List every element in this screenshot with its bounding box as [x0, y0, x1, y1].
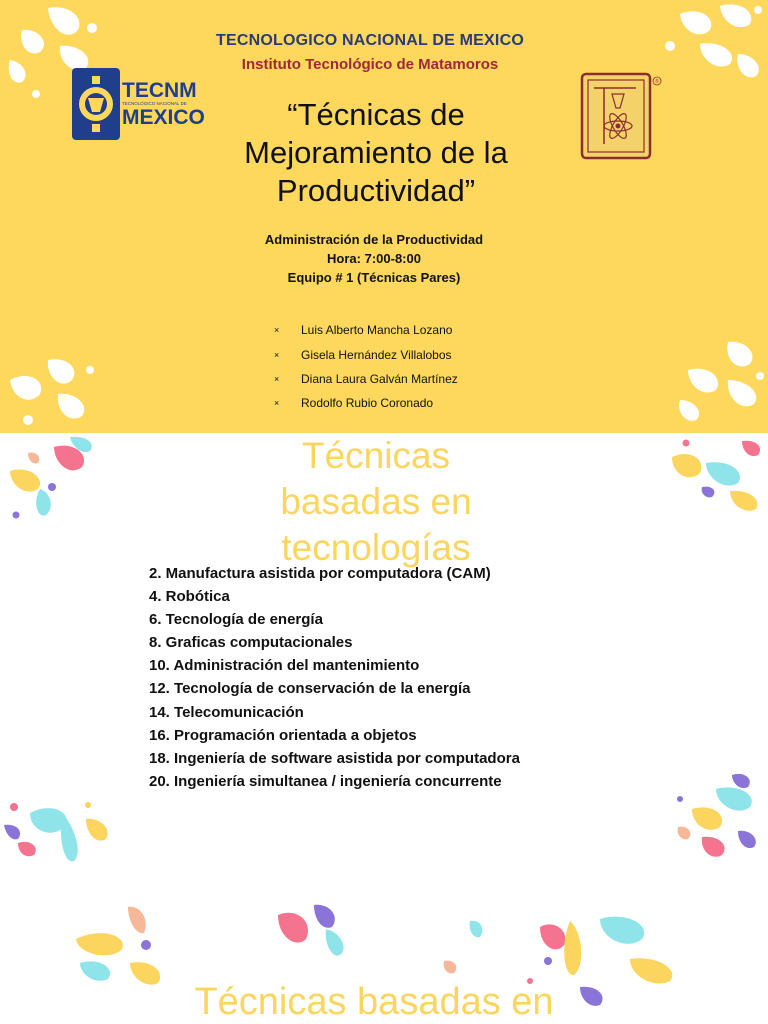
decorative-petals-bottom-right [668, 336, 768, 433]
institution-name: TECNOLOGICO NACIONAL DE MEXICO [216, 32, 524, 49]
list-item: 12. Tecnología de conservación de la energía [149, 680, 471, 698]
decorative-petals-right-top [666, 433, 768, 519]
list-item: 6. Tecnología de energía [149, 611, 323, 629]
course-name: Administración de la Productividad [264, 232, 484, 247]
decorative-petals-bottom-left [0, 340, 110, 433]
member-name: Gisela Hernández Villalobos [301, 347, 452, 362]
section-title-line-2: basadas en [280, 481, 472, 522]
title-slide [0, 0, 768, 433]
bullet-icon: × [274, 325, 280, 336]
atom-seal-icon [580, 72, 662, 160]
list-item: 8. Graficas computacionales [149, 634, 353, 652]
tecnm-logo-mexico: MEXICO [122, 106, 205, 129]
section-title [200, 433, 552, 571]
campus-name: Instituto Tecnológico de Matamoros [241, 56, 499, 73]
section-title-line-3: tecnologías [281, 527, 471, 568]
techniques-list [149, 562, 609, 793]
decorative-petals-right-middle [672, 769, 768, 869]
member-name: Diana Laura Galván Martínez [301, 371, 458, 386]
list-item [274, 367, 574, 391]
techniques-slide [0, 433, 768, 1024]
class-time: Hora: 7:00-8:00 [327, 251, 421, 266]
title-line-1: “Técnicas de [287, 97, 465, 132]
decorative-petals-left-top [0, 433, 110, 533]
list-item [274, 391, 574, 415]
list-item: 18. Ingeniería de software asistida por computadora [149, 749, 520, 767]
list-item [274, 318, 574, 342]
member-name: Luis Alberto Mancha Lozano [301, 323, 453, 338]
list-item [274, 342, 574, 366]
presentation-title [200, 96, 552, 210]
member-name: Rodolfo Rubio Coronado [301, 396, 434, 411]
bullet-icon: × [274, 373, 280, 384]
registered-mark: ® [655, 79, 659, 85]
decorative-petals-bottom-center [270, 899, 360, 969]
decorative-petals-top-right [660, 0, 768, 100]
tecnm-logo [72, 68, 205, 140]
tecnm-logo-subtext: TECNOLÓGICO NACIONAL DE [122, 101, 187, 106]
title-line-2: Mejoramiento de la [244, 135, 508, 170]
team-label: Equipo # 1 (Técnicas Pares) [287, 270, 461, 285]
list-item: 20. Ingeniería simultanea / ingeniería concurrente [149, 772, 502, 790]
team-members-list [274, 318, 574, 416]
list-item: 16. Programación orientada a objetos [149, 726, 417, 744]
gear-emblem-icon [72, 68, 120, 140]
list-item: 14. Telecomunicación [149, 703, 304, 721]
itm-seal-logo [580, 72, 662, 160]
list-item: 2. Manufactura asistida por computadora (CAM) [149, 565, 491, 582]
list-item: 10. Administración del mantenimiento [149, 657, 420, 675]
section-title-line-1: Técnicas [301, 435, 451, 476]
bullet-icon: × [274, 398, 280, 409]
decorative-petals-left-middle [0, 793, 118, 893]
bullet-icon: × [274, 349, 280, 360]
tecnm-logo-text: TECNM [122, 79, 197, 102]
list-item: 4. Robótica [149, 588, 230, 606]
next-slide-title: Técnicas basadas en [194, 981, 554, 1023]
title-line-3: Productividad” [276, 173, 476, 208]
